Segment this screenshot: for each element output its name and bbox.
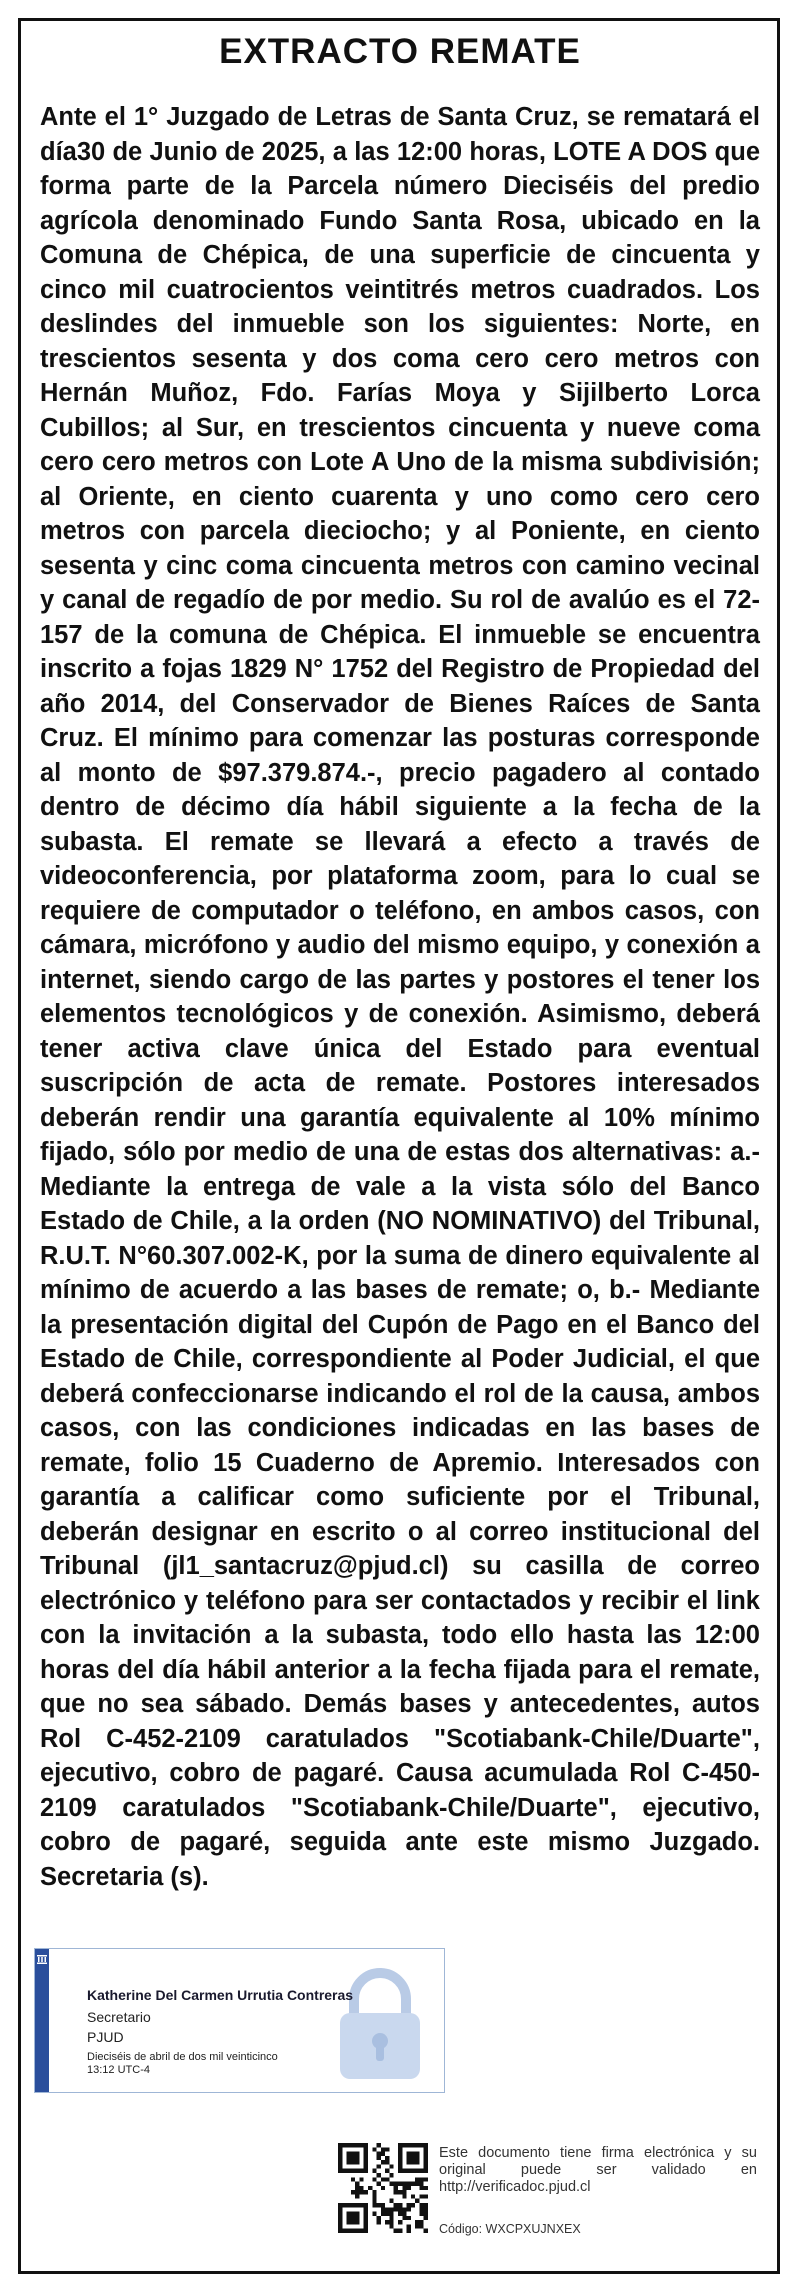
notice-body: [40, 100, 760, 1894]
body-run: , ejecutivo, cobro de pagaré. Causa acumulada: [40, 1724, 760, 1787]
notice-title: EXTRACTO REMATE: [219, 32, 581, 71]
verification-text: Este documento tiene firma electrónica y su original puede ser validado en http://verificadoc.pjud.cl: [439, 2145, 757, 2195]
body-emphasis: Rol C-450-2109: [40, 1759, 760, 1822]
signer-organization: PJUD: [87, 2029, 124, 2045]
body-emphasis: se rematará el día30 de Junio de 2025, a las 12:00 horas: [40, 103, 760, 166]
signature-time: 13:12 UTC-4: [87, 2064, 150, 2076]
signature-date: Dieciséis de abril de dos mil veinticinco: [87, 2051, 278, 2063]
body-run: caratulados: [240, 1724, 434, 1753]
body-run: , LOTE A DOS que forma parte de la Parcela número Dieciséis del predio agrícola denominado Fundo Santa Rosa, ubicado en la Comuna de Chépica, de una superficie de cincuenta y cinco mil cuatrocientos veintitrés metros cuadrados. Los deslindes del inmueble son los siguientes: Norte, en trescientos sesenta y dos coma cero cero metros con Hernán Muñoz, Fdo. Farías Moya y Sijilberto Lorca Cubillos; al Sur, en trescientos cincuenta y nueve coma cero cero metros con Lote A Uno de la misma subdivisión; al Oriente, en ciento cuarenta y uno como cero cero metros con parcela dieciocho; y al Poniente, en ciento sesenta y cinc coma cincuenta metros con camino vecinal y canal de regadío de por medio. Su rol de avalúo es el: [40, 137, 760, 614]
body-run: Ante el 1° Juzgado de Letras de Santa Cruz,: [40, 103, 587, 131]
signer-role: Secretario: [87, 2009, 151, 2025]
body-emphasis: 72-157: [40, 586, 760, 649]
body-run: caratulados: [96, 1793, 291, 1822]
body-run: , precio pagadero al contado dentro de décimo día hábil siguiente a la fecha de la subasta. El remate se llevará a efecto a través de videoconferencia, por plataforma zoom, para lo cual se requiere de computador o teléfono, en ambos casos, con cámara, micrófono y audio del mismo equipo, y conexión a internet, siendo cargo de las partes y postores el tener los elementos tecnológicos y de conexión. Asimismo, deberá tener activa clave única del Estado para eventual suscripción de acta de remate. Postores interesados deberán rendir una garantía equivalente al 10% mínimo fijado, sólo por medio de una de estas dos alternativas: a.- Mediante la entrega de vale a la vista sólo del Banco Estado de Chile, a la orden (NO NOMINATIVO) del Tribunal, R.U.T. N°60.307.002-K, por la suma de dinero equivalente al mínimo de acuerdo a las bases de remate; o, b.- Mediante la presentación digital del Cupón de Pago en el Banco del Estado de Chile, correspondiente al Poder Judicial, el que deberá confeccionarse indicando el rol de la causa, ambos casos, con las condiciones indicadas en las bases de remate, folio 15 Cuaderno de Apremio. Interesados con garantía a calificar como suficiente por el Tribunal, deberán designar en escrito o al correo institucional del Tribunal (jl1_santacruz@pjud.cl) su casilla de correo electrónico y teléfono para ser contactados y recibir el link con la invitación a la subasta, todo ello hasta las 12:00 horas del día hábil anterior a la fecha fijada para el remate, que no sea sábado. Demás bases y antecedentes, autos: [40, 758, 760, 1718]
body-emphasis: "Scotiabank-Chile/Duarte": [433, 1724, 753, 1753]
body-emphasis: $97.379.874.-: [218, 758, 376, 787]
signer-name: Katherine Del Carmen Urrutia Contreras: [87, 1987, 354, 2003]
body-emphasis: "Scotiabank-Chile/Duarte": [290, 1793, 610, 1822]
body-emphasis: Rol C-452-2109: [40, 1724, 241, 1753]
padlock-icon: [330, 1963, 430, 2083]
verification-code: Código: WXCPXUJNXEX: [439, 2222, 581, 2236]
signature-stripe: [35, 1949, 49, 2092]
court-emblem-icon: [36, 1953, 48, 1965]
body-run: de la comuna de Chépica. El inmueble se encuentra inscrito a fojas 1829 N° 1752 del Registro de Propiedad del año 2014, del Conservador de Bienes Raíces de Santa Cruz. El mínimo para comenzar las posturas corresponde al monto de: [40, 620, 760, 787]
electronic-signature-box: [34, 1948, 445, 2093]
qr-code-icon[interactable]: [338, 2143, 428, 2233]
body-run: , ejecutivo, cobro de pagaré, seguida ante este mismo Juzgado. Secretaria (s).: [40, 1793, 761, 1891]
